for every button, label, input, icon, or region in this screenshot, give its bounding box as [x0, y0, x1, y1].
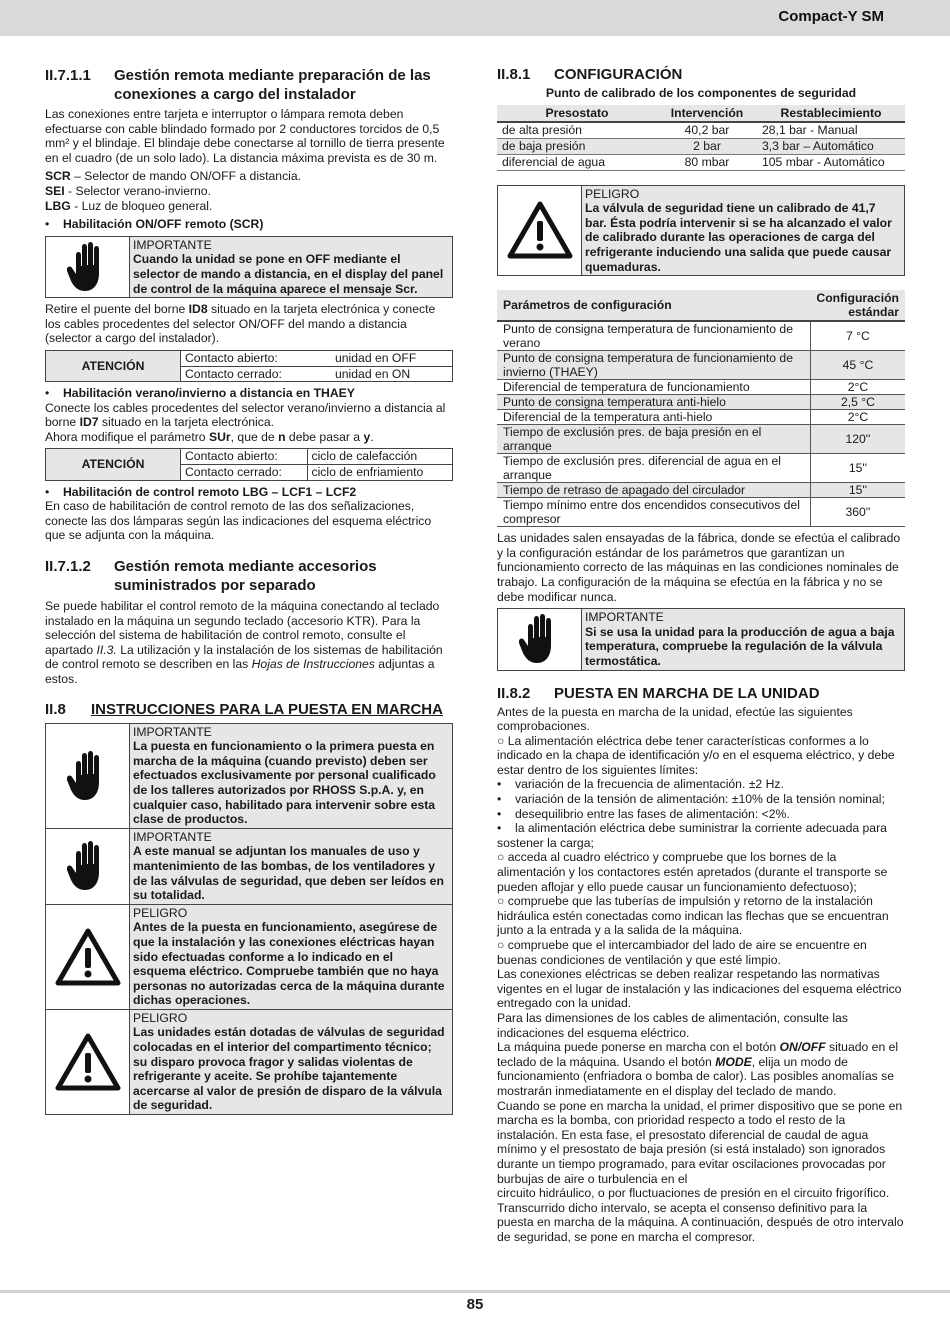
warning-triangle-icon: [46, 905, 130, 1009]
paragraph: Ahora modifique el parámetro SUr, que de n debe pasar a y.: [45, 429, 374, 444]
paragraph: Conecte los cables procedentes del selector verano/invierno a distancia al borne ID7 situado en la tarjeta electrónica.: [45, 400, 446, 430]
table-row: Punto de consigna temperatura de funcionamiento de verano 7 °C: [497, 321, 905, 351]
important-box: IMPORTANTE Cuando la unidad se pone en OFF mediante el selector de mando a distancia, en el display del panel de control de la máquina aparece el mensaje Scr.: [45, 236, 453, 298]
paragraph: Para las dimensiones de los cables de alimentación, consulte las indicaciones del esquema eléctrico.: [497, 1010, 848, 1040]
lbg-definition: LBG - Luz de bloqueo general.: [45, 198, 213, 213]
section-heading-ii712: II.7.1.2 Gestión remota mediante accesorios suministrados por separado: [45, 558, 377, 595]
warning-triangle-icon: [46, 1010, 130, 1114]
paragraph: Antes de la puesta en marcha de la unidad, efectúe las siguientes comprobaciones.: [497, 704, 853, 734]
hand-stop-icon: [498, 609, 582, 669]
section-heading-ii81: II.8.1 CONFIGURACIÓN: [497, 66, 683, 83]
danger-box: PELIGRO Antes de la puesta en funcionamiento, asegúrese de que la instalación y las conexiones eléctricas hayan sido efectuadas conforme a lo indicado en el esquema eléctrico. Compruebe también que no haya personas no autorizadas cerca de la máquina durante dichas operaciones.: [45, 905, 453, 1010]
danger-box: PELIGRO Las unidades están dotadas de válvulas de seguridad colocadas en el interior del compartimento técnico; su disparo provoca fragor y salidas violentas de refrigerante y aceite. Se prohíbe tajantemente acercarse al valor de presión de disparo de la válvula de seguridad.: [45, 1010, 453, 1115]
bullet-item: • Habilitación ON/OFF remoto (SCR): [45, 217, 264, 232]
bullet-item: • la alimentación eléctrica debe suministrar la corriente adecuada para sostener la carga;: [497, 821, 887, 850]
paragraph: Las conexiones entre tarjeta e interruptor o lámpara remota deben efectuarse con cable blindado formado por 2 conductores torcidos de 0,5 mm² y el blindaje. El blindaje debe conectarse al tornillo de tierra presente en el cuadro (de un solo lado). La distancia máxima prevista es de 30 m.: [45, 107, 445, 165]
bullet-item: • Habilitación de control remoto LBG – LCF1 – LCF2: [45, 484, 357, 499]
table-row: de alta presión 40,2 bar 28,1 bar - Manual: [497, 122, 905, 139]
paragraph: ○ acceda al cuadro eléctrico y compruebe que los bornes de la alimentación y los contactores estén apretados (durante el transporte se pueden aflojar y ello puede causar un funcionamiento defectuoso);: [497, 850, 888, 894]
attention-box: ATENCIÓN Contacto abierto: ciclo de calefacción Contacto cerrado: ciclo de enfriamiento: [45, 448, 453, 480]
bullet-item: • variación de la frecuencia de alimentación. ±2 Hz.: [497, 777, 784, 792]
table-row: diferencial de agua 80 mbar 105 mbar - Automático: [497, 154, 905, 170]
paragraph: circuito hidráulico, o por fluctuaciones de presión en el circuito frigorífico. Transcurrido dicho intervalo, se acepta el consenso definitivo para la puesta en marcha de la máquina. A continuación, después de otro intervalo de seguridad, se pone en marcha el compresor.: [497, 1186, 904, 1244]
important-box: IMPORTANTE Si se usa la unidad para la producción de agua a baja temperatura, compruebe la regulación de la válvula termostática.: [497, 608, 905, 670]
paragraph: Cuando se pone en marcha la unidad, el primer dispositivo que se pone en marcha es la bomba, con prioridad respecto a todo el resto de la instalación. En esta fase, el presostato diferencial de caudal de agua mínimo y el presostato de baja presión (si está instalado) son ignorados durante un tiempo programado, para evitar oscilaciones provocadas por burbujas de aire o turbulencia en el: [497, 1098, 903, 1186]
warning-stack: [45, 723, 453, 1115]
paragraph: La máquina puede ponerse en marcha con el botón ON/OFF situado en el teclado de la máquina. Usando el botón MODE, elija un modo de funcionamiento (enfriadora o bomba de calor). Las posibles anomalías se mostrarán inmediatamente en el display del teclado de mando.: [497, 1040, 899, 1098]
table-row: Diferencial de la temperatura anti-hielo 2°C: [497, 410, 905, 425]
hand-stop-icon: [46, 829, 130, 904]
paragraph: ○ compruebe que las tuberías de impulsión y retorno de la instalación hidráulica estén conectadas como indican las flechas que se encuentran junto a la entrada y a la salida de la máquina.: [497, 894, 889, 938]
page-number: 85: [466, 1296, 484, 1313]
hand-stop-icon: [46, 237, 130, 297]
table-row: Punto de consigna temperatura anti-hielo 2,5 °C: [497, 395, 905, 410]
attention-box: ATENCIÓN Contacto abierto: unidad en OFF Contacto cerrado: unidad en ON: [45, 350, 453, 382]
sei-definition: SEI - Selector verano-invierno.: [45, 183, 211, 198]
paragraph: ○ La alimentación eléctrica debe tener características conformes a lo indicado en la chapa de identificación y/o en el esquema eléctrico, y debe estar dentro de los siguientes límites:: [497, 733, 895, 777]
warning-triangle-icon: [498, 186, 582, 276]
left-column: [45, 66, 453, 1115]
scr-definition: SCR – Selector de mando ON/OFF a distancia.: [45, 169, 302, 184]
footer-rule: [0, 1290, 950, 1293]
table-row: Punto de consigna temperatura de funcionamiento de invierno (THAEY) 45 °C: [497, 351, 905, 380]
section-heading-ii8: II.8 INSTRUCCIONES PARA LA PUESTA EN MARCHA: [45, 700, 443, 718]
paragraph: En caso de habilitación de control remoto de las dos señalizaciones, conecte las dos lámparas según las indicaciones del esquema eléctrico que se adjunta con la máquina.: [45, 499, 432, 543]
important-box: IMPORTANTE A este manual se adjuntan los manuales de uso y mantenimiento de las bombas, de los ventiladores y de las válvulas de seguridad, que deben ser leídos en su totalidad.: [45, 829, 453, 905]
section-heading-ii711: II.7.1.1 Gestión remota mediante preparación de las conexiones a cargo del instalador: [45, 67, 431, 103]
paragraph: Retire el puente del borne ID8 situado en la tarjeta electrónica y conecte los cables procedentes del selector ON/OFF del mando a distancia (selector a cargo del instalador).: [45, 302, 436, 346]
table-caption: Punto de calibrado de los componentes de seguridad: [545, 86, 857, 100]
table-row: de baja presión 2 bar 3,3 bar – Automático: [497, 138, 905, 154]
paragraph: Las conexiones eléctricas se deben realizar respetando las normativas vigentes en el lugar de instalación y las indicaciones del esquema eléctrico entregado con la unidad.: [497, 967, 902, 1011]
page-header: [0, 0, 950, 36]
section-heading-ii82: II.8.2 PUESTA EN MARCHA DE LA UNIDAD: [497, 684, 820, 702]
bullet-item: • Habilitación verano/invierno a distancia en THAEY: [45, 386, 355, 401]
bullet-item: • desequilibrio entre las fases de alimentación: <2%.: [497, 806, 790, 821]
paragraph: Las unidades salen ensayadas de la fábrica, donde se efectúa el calibrado y la configuración estándar de los parámetros que garantizan un funcionamiento correcto de las máquinas en las condiciones nominales de trabajo. La configuración de la máquina se efectúa en la fábrica y no se debe modificar nunca.: [497, 531, 901, 604]
paragraph: Se puede habilitar el control remoto de la máquina conectando al teclado instalado en la máquina un segundo teclado (accesorio KTR). Para la selección del sistema de habilitación de control remoto, consulte el apartado II.3. La utilización y la instalación de los sistemas de habilitación de control remoto se describen en las Hojas de Instrucciones adjuntas a estos.: [45, 599, 443, 686]
right-column: [497, 66, 905, 1244]
table-row: Tiempo de retraso de apagado del circulador 15'': [497, 483, 905, 498]
table-row: Tiempo de exclusión pres. diferencial de agua en el arranque 15'': [497, 454, 905, 483]
product-name: Compact-Y SM: [778, 8, 884, 25]
bullet-item: • variación de la tensión de alimentación: ±10% de la tensión nominal;: [497, 792, 885, 807]
table-row: Tiempo de exclusión pres. de baja presión en el arranque 120'': [497, 425, 905, 454]
configuration-parameters-table: Parámetros de configuración Configuración estándar Punto de consigna temperatura de funcionamiento de verano 7 °C Punto de consigna temperatura de funcionamiento de invierno (THAEY) 45 °C Diferencial de temperatura de funcionamiento 2°C Punto de consigna temperatura anti-hielo 2,5 °C Diferencial de la temperatura anti-hielo 2°C Tiempo de exclusión pres. de baja presión en el arranque 120'' Tiempo de exclusión pres. diferencial de agua en el arranque 15'' Tiempo de retraso de apagado del circulador 15'' Tiempo mínimo entre dos encendidos consecutivos del compresor 360'': [497, 290, 905, 527]
safety-calibration-table: Presostato Intervención Restablecimiento de alta presión 40,2 bar 28,1 bar - Manual de baja presión 2 bar 3,3 bar – Automático diferencial de agua 80 mbar 105 mbar - Automático: [497, 105, 905, 171]
paragraph: ○ compruebe que el intercambiador del lado de aire se encuentre en buenas condiciones de ventilación y que esté limpio.: [497, 938, 867, 967]
important-box: IMPORTANTE La puesta en funcionamiento o la primera puesta en marcha de la máquina (cuando previsto) deben ser efectuados exclusivamente por personal cualificado de los talleres autorizados por RHOSS S.p.A. y, en cualquier caso, habilitado para intervenir sobre esta clase de productos.: [45, 723, 453, 829]
table-row: Tiempo mínimo entre dos encendidos consecutivos del compresor 360'': [497, 498, 905, 527]
hand-stop-icon: [46, 724, 130, 828]
danger-box: PELIGRO La válvula de seguridad tiene un calibrado de 41,7 bar. Ésta podría intervenir si se ha alcanzado el valor de calibrado durante las operaciones de carga del refrigerante induciendo una salida que puede causar quemaduras.: [497, 185, 905, 277]
table-row: Diferencial de temperatura de funcionamiento 2°C: [497, 380, 905, 395]
